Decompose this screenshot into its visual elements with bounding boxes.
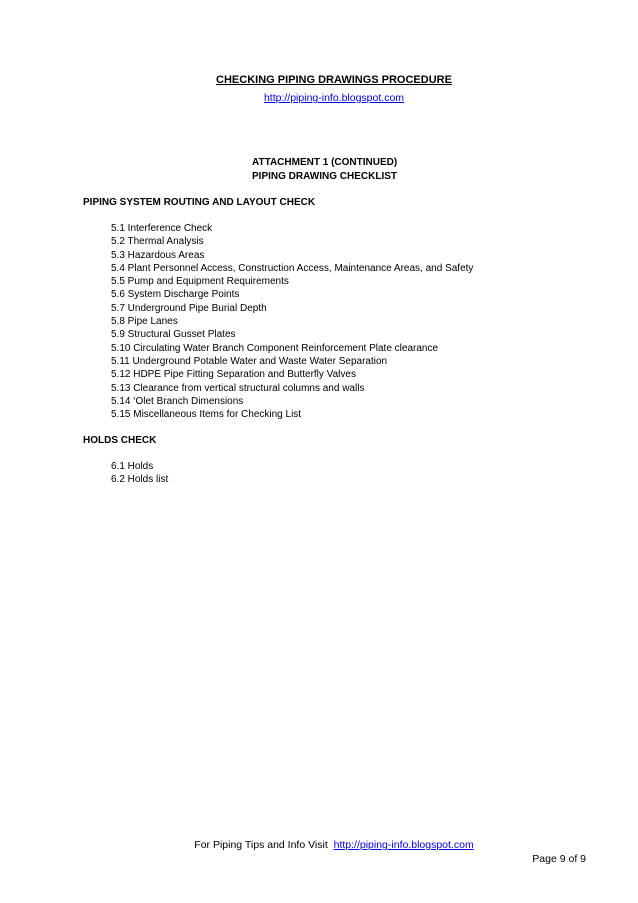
- routing-checklist: [111, 222, 473, 421]
- list-item: 5.1 Interference Check: [111, 223, 213, 234]
- list-item: 5.15 Miscellaneous Items for Checking List: [111, 409, 302, 421]
- footer-text: For Piping Tips and Info Visit: [194, 839, 328, 851]
- holds-section-heading: HOLDS CHECK: [83, 435, 157, 446]
- list-item: 5.9 Structural Gusset Plates: [111, 329, 236, 341]
- footer-url-link[interactable]: http://piping-info.blogspot.com: [333, 839, 474, 851]
- routing-section-heading: PIPING SYSTEM ROUTING AND LAYOUT CHECK: [83, 197, 316, 208]
- footer: [0, 839, 638, 851]
- list-item: 5.6 System Discharge Points: [111, 289, 240, 301]
- list-item: 5.13 Clearance from vertical structural columns and walls: [111, 382, 365, 394]
- list-item: 5.12 HDPE Pipe Fitting Separation and Butterfly Valves: [111, 369, 356, 381]
- checklist-heading: PIPING DRAWING CHECKLIST: [252, 171, 398, 182]
- list-item: 5.5 Pump and Equipment Requirements: [111, 276, 289, 288]
- list-item: 5.10 Circulating Water Branch Component Reinforcement Plate clearance: [111, 342, 439, 354]
- document-title: CHECKING PIPING DRAWINGS PROCEDURE: [216, 74, 452, 86]
- list-item: 6.1 Holds: [111, 461, 154, 472]
- list-item: 5.7 Underground Pipe Burial Depth: [111, 302, 267, 314]
- header-url-link[interactable]: http://piping-info.blogspot.com: [263, 92, 405, 104]
- list-item: 5.4 Plant Personnel Access, Construction Access, Maintenance Areas, and Safety: [111, 262, 474, 274]
- holds-checklist: [111, 460, 168, 487]
- list-item: 5.8 Pipe Lanes: [111, 316, 178, 328]
- list-item: 5.14 ‘Olet Branch Dimensions: [111, 395, 244, 407]
- page-number: Page 9 of 9: [532, 853, 586, 865]
- list-item: 5.2 Thermal Analysis: [111, 236, 204, 248]
- list-item: 6.2 Holds list: [111, 474, 169, 486]
- list-item: 5.11 Underground Potable Water and Waste Water Separation: [111, 355, 388, 367]
- attachment-heading: ATTACHMENT 1 (CONTINUED): [252, 157, 398, 168]
- list-item: 5.3 Hazardous Areas: [111, 249, 205, 261]
